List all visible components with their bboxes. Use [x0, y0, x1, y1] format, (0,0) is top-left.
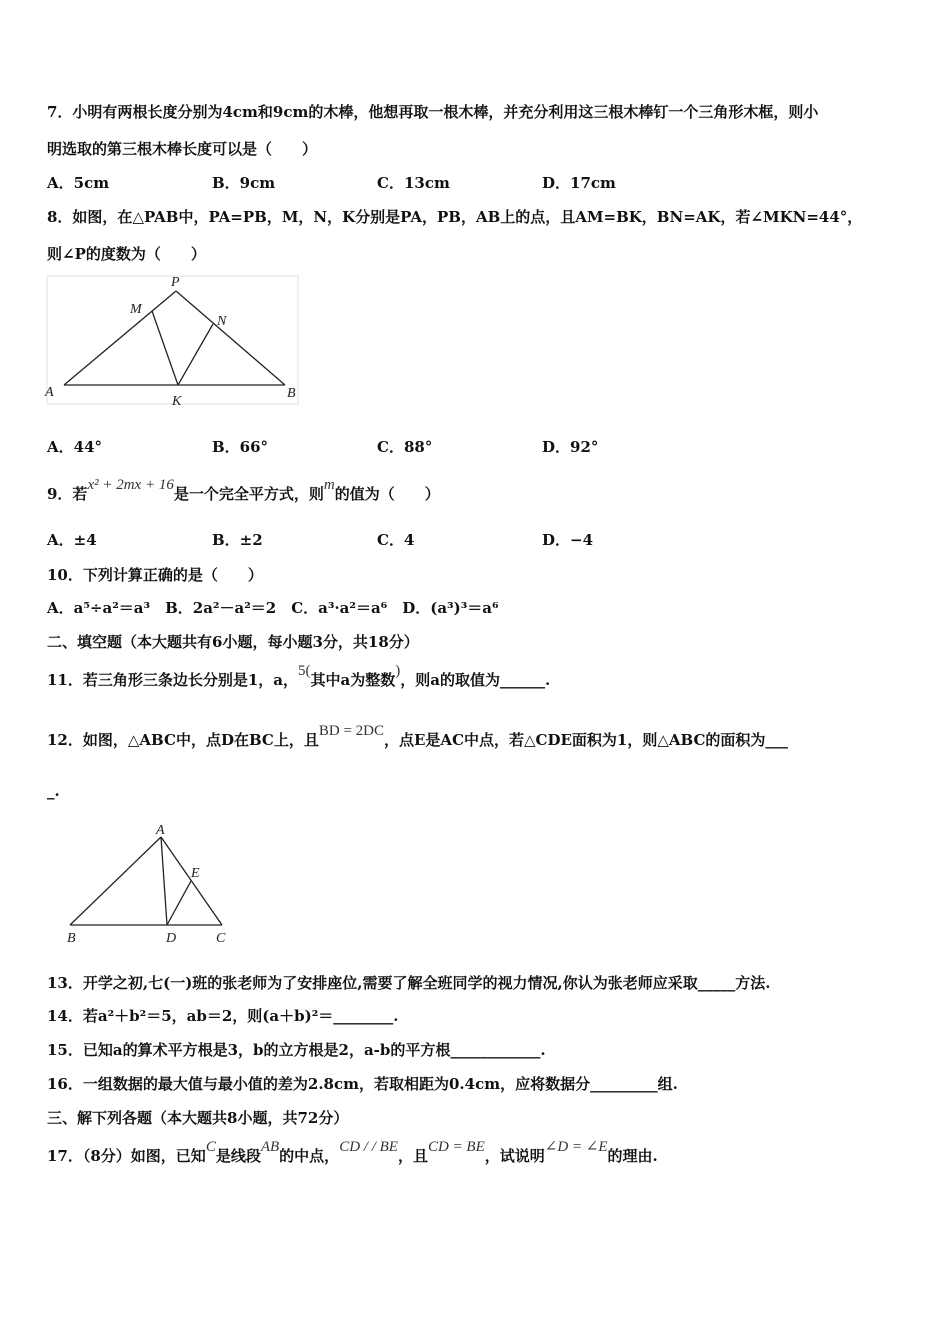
q17-parallel-expr: CD / / BE — [339, 1139, 398, 1155]
q8-label-m: M — [130, 302, 142, 317]
q8-option-a: A．44° — [47, 438, 103, 456]
q12-expression: BD = 2DC — [318, 723, 384, 739]
q9-middle: 是一个完全平方式，则 — [173, 485, 324, 503]
q7-option-a: A．5cm — [47, 174, 110, 192]
q8-option-c: C．88° — [377, 438, 433, 456]
q9-option-c: C．4 — [377, 531, 415, 549]
q8-label-k: K — [172, 394, 182, 409]
q12-line2: _. — [47, 782, 60, 800]
q7-line1: 7．小明有两根长度分别为4cm和9cm的木棒，他想再取一根木棒，并充分利用这三根木棒钉一个三角形木框，则小 — [47, 103, 819, 121]
q11-paren: ) — [395, 663, 401, 679]
q12-segment-ad — [161, 837, 167, 925]
q16: 16．一组数据的最大值与最小值的差为2.8cm，若取相距为0.4cm，应将数据分_________组. — [47, 1075, 678, 1093]
q9-expression: x² + 2mx + 16 — [87, 477, 174, 493]
q11-middle: 其中a为整数 — [310, 671, 396, 689]
q17-text2: 的中点， — [279, 1147, 340, 1165]
q9-option-a: A．±4 — [47, 531, 97, 549]
q17-text3: ，且 — [397, 1147, 428, 1165]
q17-point-c: C — [205, 1139, 216, 1155]
q9-option-b: B．±2 — [212, 531, 263, 549]
q12-label-c: C — [216, 931, 226, 946]
q7-option-d: D．17cm — [542, 174, 616, 192]
q12-suffix: ，点E是AC中点，若△CDE面积为1，则△ABC的面积为___ — [384, 731, 788, 749]
q17-prefix: 17．（8分）如图，已知 — [47, 1147, 206, 1165]
q11-suffix: ，则a的取值为______. — [400, 671, 551, 689]
q17-equal-expr: CD = BE — [427, 1139, 485, 1155]
q17-segment-ab: AB — [260, 1139, 280, 1155]
q11-expression: 5( — [298, 663, 311, 679]
q9-suffix: 的值为（ ） — [334, 485, 440, 503]
q15: 15．已知a的算术平方根是3，b的立方根是2，a-b的平方根____________. — [47, 1041, 546, 1059]
q8-line2: 则∠P的度数为（ ） — [47, 245, 206, 263]
q8-segment-pb — [176, 291, 285, 385]
q8-segment-kn — [178, 324, 213, 385]
q12-label-b: B — [67, 931, 76, 946]
q17-line — [47, 1139, 658, 1167]
q12-segment-de — [167, 881, 191, 925]
q9-line — [47, 477, 440, 505]
q7-line2: 明选取的第三根木棒长度可以是（ ） — [47, 140, 318, 158]
q8-option-d: D．92° — [542, 438, 599, 456]
q11-line — [47, 663, 551, 691]
q10-options: A．a⁵÷a²＝a³ B．2a²－a²＝2 C．a³·a²＝a⁶ D．(a³)³＝a⁶ — [47, 599, 499, 617]
q9-option-d: D．−4 — [542, 531, 594, 549]
q12-line1 — [47, 723, 788, 751]
q7-option-c: C．13cm — [377, 174, 450, 192]
q8-label-n: N — [217, 314, 227, 329]
q8-label-a: A — [45, 385, 54, 400]
q17-text1: 是线段 — [215, 1147, 261, 1165]
q8-label-p: P — [171, 275, 180, 290]
q12-label-d: D — [166, 931, 177, 946]
section-3-heading: 三、解下列各题（本大题共8小题，共72分） — [47, 1109, 349, 1127]
q12-triangle-figure — [60, 820, 240, 948]
q8-triangle-figure — [40, 268, 310, 413]
q17-text5: 的理由. — [607, 1147, 658, 1165]
q8-segment-ap — [64, 291, 176, 385]
q13: 13．开学之初,七(一)班的张老师为了安排座位,需要了解全班同学的视力情况,你认为张老师应采取_____方法. — [47, 974, 771, 992]
q17-angle-expr: ∠D = ∠E — [544, 1139, 608, 1155]
q12-segment-ac — [161, 837, 222, 925]
q10-stem: 10．下列计算正确的是（ ） — [47, 566, 263, 584]
q8-segment-mk — [152, 311, 178, 385]
q7-option-b: B．9cm — [212, 174, 276, 192]
q12-segment-ab — [70, 837, 161, 925]
q9-variable-m: m — [323, 477, 335, 493]
q11-prefix: 11．若三角形三条边长分别是1，a， — [47, 671, 299, 689]
q8-option-b: B．66° — [212, 438, 269, 456]
q12-prefix: 12．如图，△ABC中，点D在BC上，且 — [47, 731, 319, 749]
section-2-heading: 二、填空题（本大题共有6小题，每小题3分，共18分） — [47, 633, 419, 651]
q14: 14．若a²＋b²＝5，ab＝2，则(a＋b)²＝________. — [47, 1007, 399, 1025]
q9-prefix: 9．若 — [47, 485, 88, 503]
q17-text4: ，试说明 — [484, 1147, 545, 1165]
q8-label-b: B — [287, 386, 296, 401]
q12-label-e: E — [191, 866, 200, 881]
q12-label-a: A — [156, 823, 165, 838]
q8-line1: 8．如图，在△PAB中，PA=PB，M，N，K分别是PA，PB，AB上的点，且AM=BK，BN=AK，若∠MKN=44°， — [47, 208, 863, 226]
